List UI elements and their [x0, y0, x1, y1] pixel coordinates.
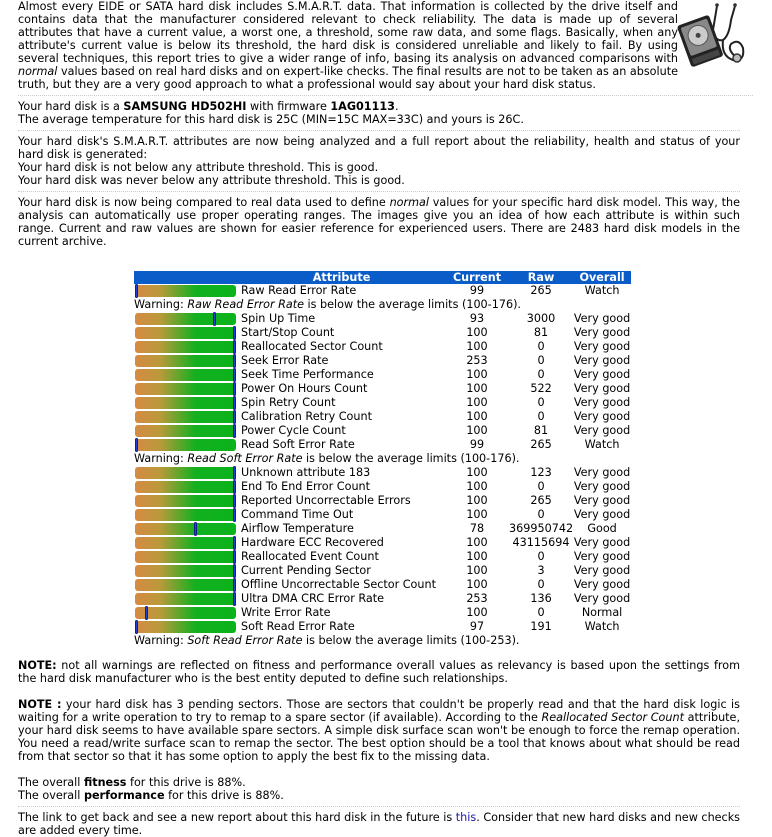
attribute-name: Reported Uncorrectable Errors — [241, 494, 411, 507]
attribute-name: Calibration Retry Count — [241, 410, 372, 423]
attribute-overall: Good — [587, 522, 617, 535]
level-bar — [135, 481, 236, 493]
threshold-history: Your hard disk was never below any attribute threshold. This is good. — [18, 174, 405, 187]
fitness-line: The overall fitness for this drive is 88%. — [18, 776, 246, 789]
attribute-level-bar — [134, 592, 238, 606]
header-raw: Raw — [509, 271, 573, 284]
level-marker — [233, 424, 236, 438]
attribute-overall: Very good — [573, 564, 631, 577]
level-marker — [233, 494, 236, 508]
smart-attributes-table — [134, 271, 631, 648]
level-marker — [233, 466, 236, 480]
attribute-overall: Very good — [573, 592, 631, 605]
attribute-level-bar — [134, 466, 238, 480]
attribute-level-bar — [134, 326, 238, 340]
attribute-level-bar — [134, 284, 238, 298]
level-bar — [135, 467, 236, 479]
level-marker — [233, 340, 236, 354]
attribute-name: Current Pending Sector — [241, 564, 371, 577]
threshold-status: Your hard disk is not below any attribute threshold. This is good. — [18, 161, 379, 174]
attribute-raw: 81 — [533, 326, 549, 339]
attribute-current: 97 — [469, 620, 485, 633]
table-row — [134, 592, 631, 606]
table-row — [134, 368, 631, 382]
attribute-level-bar — [134, 480, 238, 494]
table-row — [134, 424, 631, 438]
attribute-raw: 0 — [537, 606, 545, 619]
table-row — [134, 550, 631, 564]
attribute-current: 100 — [466, 368, 488, 381]
attribute-overall: Very good — [573, 410, 631, 423]
attribute-overall: Watch — [584, 438, 620, 451]
attribute-level-bar — [134, 340, 238, 354]
table-row — [134, 438, 631, 452]
attribute-name: Read Soft Error Rate — [241, 438, 355, 451]
level-bar — [135, 383, 236, 395]
temperature-line: The average temperature for this hard disk is 25C (MIN=15C MAX=33C) and yours is 26C. — [18, 113, 524, 126]
level-marker — [233, 550, 236, 564]
attribute-raw: 0 — [537, 550, 545, 563]
level-marker — [135, 284, 138, 298]
warning-text: Warning: Soft Read Error Rate is below the average limits (100-253). — [134, 634, 520, 647]
attribute-name: Power On Hours Count — [241, 382, 368, 395]
table-row — [134, 466, 631, 480]
level-marker — [233, 564, 236, 578]
attribute-raw: 123 — [530, 466, 552, 479]
attribute-overall: Very good — [573, 424, 631, 437]
attribute-current: 100 — [466, 410, 488, 423]
attribute-raw: 0 — [537, 410, 545, 423]
table-header-row — [134, 271, 631, 284]
attribute-level-bar — [134, 382, 238, 396]
table-row — [134, 410, 631, 424]
attribute-raw: 522 — [530, 382, 552, 395]
header-overall: Overall — [573, 271, 631, 284]
attribute-level-bar — [134, 354, 238, 368]
level-bar — [135, 439, 236, 451]
attribute-level-bar — [134, 606, 238, 620]
level-marker — [233, 326, 236, 340]
attribute-overall: Very good — [573, 550, 631, 563]
attribute-raw: 265 — [530, 438, 552, 451]
attribute-current: 253 — [466, 354, 488, 367]
level-marker — [233, 382, 236, 396]
report-logo — [673, 0, 753, 70]
attribute-current: 253 — [466, 592, 488, 605]
disk-model: SAMSUNG HD502HI — [123, 100, 247, 113]
attribute-current: 100 — [466, 326, 488, 339]
attribute-level-bar — [134, 312, 238, 326]
level-bar — [135, 537, 236, 549]
level-bar — [135, 411, 236, 423]
attribute-overall: Watch — [584, 620, 620, 633]
level-marker — [233, 592, 236, 606]
attribute-overall: Very good — [573, 480, 631, 493]
attribute-name: Hardware ECC Recovered — [241, 536, 384, 549]
attribute-current: 100 — [466, 480, 488, 493]
attribute-current: 100 — [466, 466, 488, 479]
level-marker — [145, 606, 148, 620]
level-bar — [135, 341, 236, 353]
attribute-level-bar — [134, 396, 238, 410]
attribute-overall: Very good — [573, 368, 631, 381]
disk-firmware: 1AG01113 — [330, 100, 395, 113]
attribute-name: Ultra DMA CRC Error Rate — [241, 592, 385, 605]
attribute-raw: 0 — [537, 578, 545, 591]
level-marker — [233, 368, 236, 382]
attribute-raw: 3000 — [526, 312, 556, 325]
attribute-level-bar — [134, 550, 238, 564]
warning-text: Warning: Read Soft Error Rate is below the average limits (100-176). — [134, 452, 520, 465]
level-marker — [135, 620, 138, 634]
separator — [18, 95, 753, 96]
level-bar — [135, 621, 236, 633]
compare-paragraph: Your hard disk is now being compared to real data used to define normal values for your specific hard disk model. This way, the analysis can automatically use proper operating ranges. The images give you an idea of how each attribute is within such range. Current and raw values are shown for easier reference for experienced users. There are 2483 hard disk models in the current archive. — [18, 196, 740, 248]
level-marker — [233, 508, 236, 522]
attribute-current: 100 — [466, 494, 488, 507]
attribute-current: 100 — [466, 550, 488, 563]
attribute-level-bar — [134, 410, 238, 424]
attribute-raw: 0 — [537, 508, 545, 521]
separator — [18, 130, 740, 131]
level-bar — [135, 551, 236, 563]
attribute-level-bar — [134, 578, 238, 592]
level-bar — [135, 495, 236, 507]
attribute-raw: 0 — [537, 480, 545, 493]
attribute-name: Offline Uncorrectable Sector Count — [241, 578, 436, 591]
attribute-current: 100 — [466, 578, 488, 591]
attribute-level-bar — [134, 620, 238, 634]
attribute-current: 100 — [466, 382, 488, 395]
attribute-raw: 0 — [537, 396, 545, 409]
attribute-current: 100 — [466, 396, 488, 409]
attribute-level-bar — [134, 522, 238, 536]
attribute-name: Reallocated Event Count — [241, 550, 379, 563]
attribute-raw: 0 — [537, 340, 545, 353]
warning-row — [134, 452, 631, 466]
level-bar — [135, 607, 236, 619]
attribute-name: Raw Read Error Rate — [241, 284, 357, 297]
attribute-level-bar — [134, 564, 238, 578]
header-bar — [134, 271, 238, 284]
table-row — [134, 564, 631, 578]
attribute-name: Airflow Temperature — [241, 522, 354, 535]
table-row — [134, 494, 631, 508]
attribute-current: 100 — [466, 606, 488, 619]
attribute-name: Start/Stop Count — [241, 326, 335, 339]
table-row — [134, 326, 631, 340]
level-marker — [233, 578, 236, 592]
attribute-current: 78 — [469, 522, 485, 535]
level-marker — [233, 536, 236, 550]
attribute-raw: 3 — [537, 564, 545, 577]
attribute-overall: Normal — [581, 606, 623, 619]
warning-text: Warning: Raw Read Error Rate is below the average limits (100-176). — [134, 298, 521, 311]
separator — [18, 191, 740, 192]
table-row — [134, 382, 631, 396]
attribute-name: Command Time Out — [241, 508, 354, 521]
level-bar — [135, 355, 236, 367]
attribute-overall: Watch — [584, 284, 620, 297]
attribute-name: Unknown attribute 183 — [241, 466, 371, 479]
table-row — [134, 312, 631, 326]
level-marker — [233, 354, 236, 368]
level-bar — [135, 565, 236, 577]
level-bar — [135, 285, 236, 297]
attribute-name: Soft Read Error Rate — [241, 620, 355, 633]
attribute-raw: 265 — [530, 284, 552, 297]
footer-link-line: The link to get back and see a new report about this hard disk in the future is this. Consider that new hard disks and new checks are added every time. — [18, 811, 740, 837]
attribute-overall: Very good — [573, 578, 631, 591]
level-bar — [135, 397, 236, 409]
attribute-current: 99 — [469, 284, 485, 297]
table-row — [134, 284, 631, 298]
level-bar — [135, 425, 236, 437]
warning-row — [134, 634, 631, 648]
warning-row — [134, 298, 631, 312]
attribute-name: Seek Error Rate — [241, 354, 329, 367]
attribute-current: 100 — [466, 564, 488, 577]
attribute-current: 100 — [466, 536, 488, 549]
attribute-overall: Very good — [573, 494, 631, 507]
attribute-overall: Very good — [573, 312, 631, 325]
table-row — [134, 606, 631, 620]
attribute-raw: 136 — [530, 592, 552, 605]
table-row — [134, 536, 631, 550]
table-row — [134, 508, 631, 522]
level-bar — [135, 509, 236, 521]
attribute-overall: Very good — [573, 466, 631, 479]
attribute-name: Reallocated Sector Count — [241, 340, 383, 353]
attribute-name: Write Error Rate — [241, 606, 331, 619]
attribute-raw: 265 — [530, 494, 552, 507]
attribute-overall: Very good — [573, 508, 631, 521]
attribute-name: Seek Time Performance — [241, 368, 374, 381]
level-marker — [194, 522, 197, 536]
attribute-level-bar — [134, 536, 238, 550]
attribute-level-bar — [134, 424, 238, 438]
level-bar — [135, 523, 236, 535]
level-bar — [135, 579, 236, 591]
attribute-name: Spin Up Time — [241, 312, 316, 325]
table-row — [134, 396, 631, 410]
table-row — [134, 578, 631, 592]
attribute-current: 99 — [469, 438, 485, 451]
attribute-name: Spin Retry Count — [241, 396, 336, 409]
attribute-current: 93 — [469, 312, 485, 325]
note-pending-sectors: NOTE : your hard disk has 3 pending sectors. Those are sectors that couldn't be properly read and that the hard disk logic is waiting for a write operation to try to remap to a spare sector (if available). According to the Reallocated Sector Count attribute, your hard disk seems to have available spare sectors. A simple disk surface scan won't be enough to force the remap operation. You need a read/write surface scan to remap the sector. The best option should be a tool that knows about what should be read from that sector so that it has some option to apply the best fix to the missing data. — [18, 698, 740, 763]
level-bar — [135, 327, 236, 339]
attribute-level-bar — [134, 508, 238, 522]
attribute-raw: 369950742 — [509, 522, 574, 535]
table-row — [134, 354, 631, 368]
attribute-overall: Very good — [573, 354, 631, 367]
attribute-current: 100 — [466, 424, 488, 437]
level-marker — [135, 438, 138, 452]
attribute-raw: 191 — [530, 620, 552, 633]
attribute-overall: Very good — [573, 326, 631, 339]
table-row — [134, 522, 631, 536]
level-marker — [233, 410, 236, 424]
attribute-overall: Very good — [573, 340, 631, 353]
attribute-name: End To End Error Count — [241, 480, 371, 493]
hard-disk-stethoscope-icon — [673, 0, 753, 70]
intro-paragraph: Almost every EIDE or SATA hard disk includes S.M.A.R.T. data. That information is collected by the drive itself and contains data that the manufacturer considered relevant to check reliability. The data is made up of several attributes that have a current value, a worst one, a threshold, some raw data, and some flags. Basically, when any attribute's current value is below its threshold, the hard disk is considered unreliable and likely to fail. By using several techniques, this report tries to give a wider range of info, basing its analysis on advanced comparisons with normal values based on real hard disks and on expert-like checks. The final results are not to be taken as an absolute truth, but they are a very good approach to what a professional would say about your hard disk status. — [18, 0, 678, 91]
attribute-current: 100 — [466, 340, 488, 353]
level-marker — [213, 312, 216, 326]
attribute-level-bar — [134, 368, 238, 382]
table-row — [134, 340, 631, 354]
report-link[interactable]: this — [455, 811, 477, 824]
header-attribute: Attribute — [238, 271, 445, 284]
attribute-overall: Very good — [573, 536, 631, 549]
disk-model-line: Your hard disk is a SAMSUNG HD502HI with firmware 1AG01113. — [18, 100, 399, 113]
attribute-raw: 81 — [533, 424, 549, 437]
attribute-name: Power Cycle Count — [241, 424, 346, 437]
note-warnings: NOTE: not all warnings are reflected on fitness and performance overall values as relevancy is based upon the settings from the hard disk manufacturer who is the best entity deputed to define such relationships. — [18, 659, 740, 685]
attribute-level-bar — [134, 494, 238, 508]
attribute-overall: Very good — [573, 396, 631, 409]
level-bar — [135, 313, 236, 325]
analysis-intro: Your hard disk's S.M.A.R.T. attributes are now being analyzed and a full report about the reliability, health and status of your hard disk is generated: — [18, 135, 740, 161]
performance-line: The overall performance for this drive is 88%. — [18, 789, 284, 802]
level-bar — [135, 593, 236, 605]
attribute-current: 100 — [466, 508, 488, 521]
attribute-raw: 43115694 — [512, 536, 570, 549]
level-marker — [233, 480, 236, 494]
attribute-raw: 0 — [537, 354, 545, 367]
level-bar — [135, 369, 236, 381]
attribute-overall: Very good — [573, 382, 631, 395]
attribute-level-bar — [134, 438, 238, 452]
attribute-raw: 0 — [537, 368, 545, 381]
table-row — [134, 620, 631, 634]
level-marker — [233, 396, 236, 410]
table-row — [134, 480, 631, 494]
separator — [18, 806, 740, 807]
header-current: Current — [445, 271, 509, 284]
